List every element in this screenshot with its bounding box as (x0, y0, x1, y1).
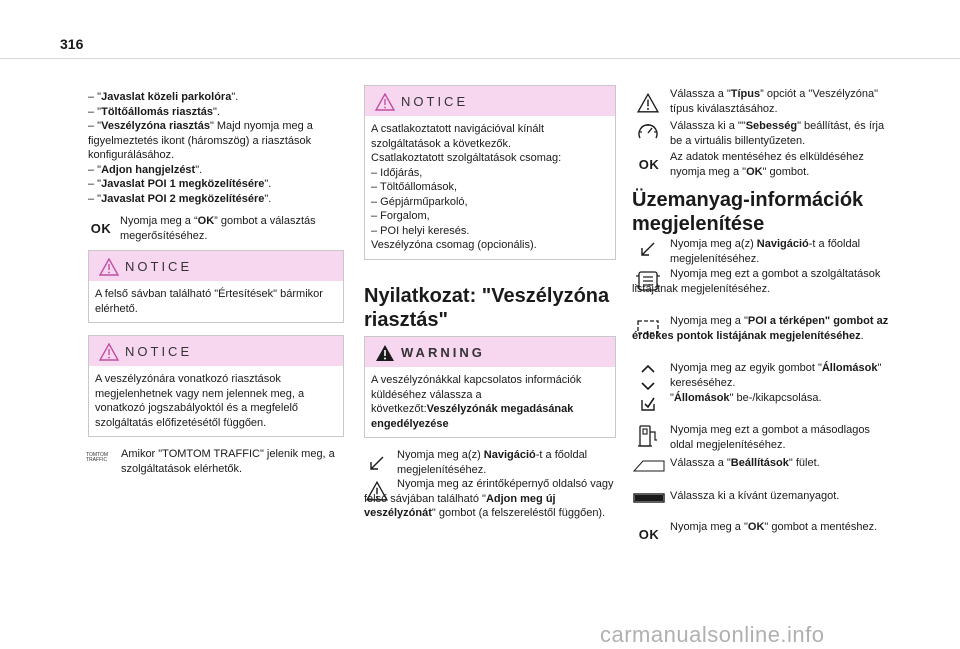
chevron-up-icon (640, 363, 656, 375)
settings-tab-instruction: Válassza a "Beállítások" fület. (670, 457, 820, 469)
type-instruction: Válassza a "Típus” opciót a "Veszélyzóna" típus kiválasztásához. (670, 88, 878, 115)
tab-icon (633, 459, 665, 473)
tomtom-traffic-logo: TOMTOM TRAFFIC (86, 452, 109, 463)
speedometer-icon (636, 121, 660, 143)
notice-title: NOTICE (401, 93, 469, 109)
save-instruction: Az adatok mentéséhez és elküldéséhez nyomja meg a "OK" gombot. (670, 151, 864, 178)
settings-pages-icon (637, 424, 659, 450)
warning-triangle-icon (99, 343, 119, 361)
list-item: – "Javaslat POI 2 megközelítésére". (88, 192, 272, 205)
notice-title: NOTICE (125, 343, 193, 359)
list-item: – "Töltőállomás riasztás". (88, 105, 220, 118)
ok-icon: OK (638, 156, 660, 172)
services-instruction: Nyomja meg ezt a gombot a szolgáltatások listájának megjelenítéséhez. (632, 268, 881, 295)
fuel-select-instruction: Válassza ki a kívánt üzemanyagot. (670, 490, 840, 502)
notice-title: NOTICE (125, 258, 193, 274)
navigation-arrow-icon (639, 240, 657, 258)
warning-triangle-icon (99, 258, 119, 276)
notice-box (364, 85, 616, 260)
warning-text: A veszélyzónákkal kapcsolatos információk küldéséhez válassza a következőt:Veszélyzónák megadásának engedélyezése (371, 374, 582, 430)
poi-instruction: Nyomja meg a "POI a térképen" gombot az érdekes pontok listájának megjelenítéséhez. (632, 315, 889, 342)
warning-triangle-icon (637, 93, 659, 113)
notice-text: A veszélyzónára vonatkozó riasztások megjelenhetnek vagy nem jelennek meg, a vonatkozó jogszabályoktól és a megfelelő szolgáltatás előfizetésétől függően. (95, 373, 305, 429)
section-heading: Üzemanyag-információk megjelenítése (632, 189, 864, 235)
navigation-instruction: Nyomja meg a(z) Navigáció-t a főoldal megjelenítéséhez. (397, 449, 588, 476)
search-station-instruction: Nyomja meg az egyik gombot "Állomások" kereséséhez. (670, 362, 882, 389)
section-heading: Nyilatkozat: "Veszélyzóna riasztás" (364, 285, 610, 331)
speed-instruction: Válassza ki a ""Sebesség" beállítást, és írja be a virtuális billentyűzeten. (670, 120, 885, 147)
new-zone-instruction: Nyomja meg az érintőképernyő oldalsó vagy felső sávjában található "Adjon meg új veszélyzónát" gombot (a felszereléstől függően). (364, 478, 614, 519)
checkbox-icon (640, 396, 656, 412)
list-item: – "Javaslat közeli parkolóra". (88, 91, 239, 103)
settings-list (88, 90, 343, 206)
ok-save-instruction: Nyomja meg a "OK" gombot a mentéshez. (670, 521, 878, 533)
ok-instruction: Nyomja meg a “OK” gombot a választás megerősítéséhez. (120, 215, 316, 242)
warning-filled-icon (375, 344, 395, 362)
chevron-down-icon (640, 380, 656, 392)
ok-icon: OK (90, 220, 112, 236)
selection-bar-icon (633, 492, 665, 504)
ok-icon: OK (638, 526, 660, 542)
notice-box (88, 250, 344, 323)
notice-text: A felső sávban található "Értesítések" bármikor elérhető. (95, 288, 323, 315)
warning-title: WARNING (401, 344, 485, 360)
list-item: – "Adjon hangjelzést". (88, 163, 203, 176)
list-item: – "Veszélyzóna riasztás" Majd nyomja meg a figyelmeztetés ikont (háromszög) a riasztások konfigurálásához. (88, 120, 313, 161)
notice-text: A csatlakoztatott navigációval kínált szolgáltatások a következők. Csatlakoztatott szolgáltatások csomag: – Időjárás, – Töltőállomások, – Gépjárműparkoló, – Forgalom, – POI helyi keresés. Veszélyzóna csomag (opcionális). (371, 123, 562, 251)
watermark: carmanualsonline.info (600, 622, 825, 647)
tomtom-info: Amikor "TOMTOM TRAFFIC" jelenik meg, a szolgáltatások elérhetők. (121, 448, 335, 475)
warning-box (364, 336, 616, 438)
page-number: 316 (60, 36, 84, 52)
notice-box (88, 335, 344, 437)
secondary-page-instruction: Nyomja meg ezt a gombot a másodlagos oldal megjelenítéséhez. (670, 424, 870, 451)
navigation-arrow-icon (368, 454, 386, 472)
list-item: – "Javaslat POI 1 megközelítésére". (88, 178, 272, 190)
toggle-station-instruction: "Állomások" be-/kikapcsolása. (670, 392, 822, 404)
warning-triangle-icon (375, 93, 395, 111)
navigation-instruction: Nyomja meg a(z) Navigáció-t a főoldal megjelenítéséhez. (670, 238, 861, 265)
header-rule (0, 58, 960, 59)
